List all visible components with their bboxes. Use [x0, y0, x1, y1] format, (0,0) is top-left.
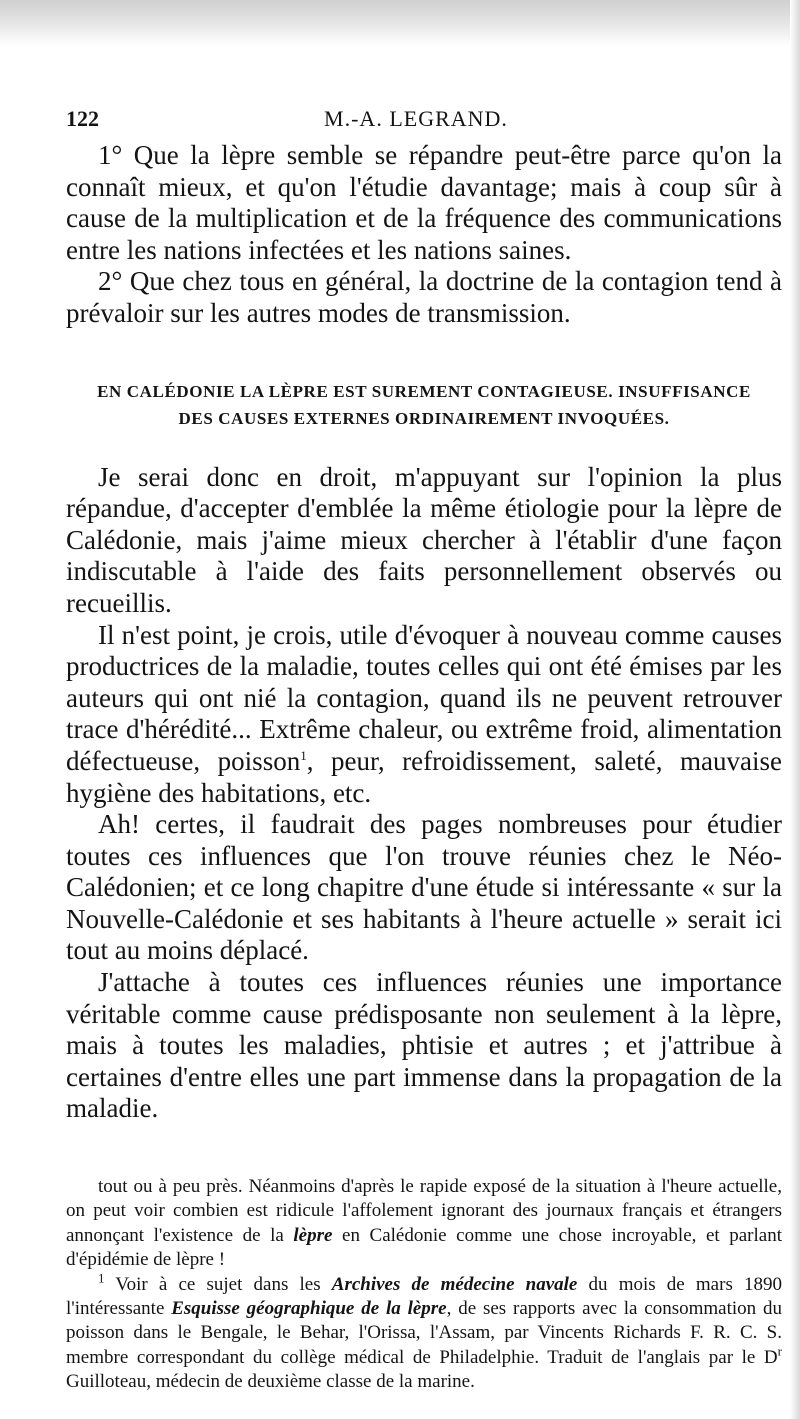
footnote-1-marker: 1 [98, 1270, 105, 1286]
page-top-shadow [0, 0, 800, 46]
paragraph-3: Ah! certes, il faudrait des pages nombreuses pour étudier toutes ces influences que l'on trouve réunies chez le Néo-Calédonien; et ce long chapitre d'une étude si intéressante « sur la Nouvelle-Calédonie et ses habitants à l'heure actuelle » serait ici tout au moins déplacé. [66, 809, 782, 966]
point-2: 2° Que chez tous en général, la doctrine de la contagion tend à prévaloir sur les autres modes de transmission. [66, 266, 782, 328]
section-heading [66, 378, 782, 432]
main-text [66, 462, 782, 1125]
footnote-continuation [66, 1175, 782, 1273]
paragraph-2-text-a: Il n'est point, je crois, utile d'évoquer à nouveau comme causes productrices de la maladie, toutes celles qui ont été émises par les auteurs qui ont nié la contagion, quand ils ne peuvent retrouver trace d'hérédité... Extrême chaleur, ou extrême froid, alimentation défectueuse, poisson [66, 619, 782, 776]
paragraph-4: J'attache à toutes ces influences réunies une importance véritable comme cause prédisposante non seulement à la lèpre, mais à toutes les maladies, phtisie et autres ; et j'attribue à certaines d'entre elles une part immense dans la propagation de la maladie. [66, 967, 782, 1124]
point-1: 1° Que la lèpre semble se répandre peut-être parce qu'on la connaît mieux, et qu'on l'étudie davantage; mais à coup sûr à cause de la multiplication et de la fréquence des communications entre les nations infectées et les nations saines. [66, 140, 782, 265]
footnote-1-text-d: Guilloteau, médecin de deuxième classe de la marine. [66, 1371, 475, 1393]
running-head-author: M.-A. LEGRAND. [324, 106, 508, 131]
footnote-1 [66, 1270, 782, 1395]
footnote-1-journal-title: Archives de médecine navale [331, 1273, 578, 1295]
footnote-continuation-italic: lèpre [293, 1224, 333, 1246]
running-head [66, 100, 766, 136]
paragraph-1: Je serai donc en droit, m'appuyant sur l'opinion la plus répandue, d'accepter d'emblée la même étiologie pour la lèpre de Calédonie, mais j'aime mieux chercher à l'établir d'une façon indiscutable à l'aide des faits personnellement observés ou recueillis. [66, 461, 782, 618]
footnote-continuation-text-a: tout ou à peu près. Néanmoins d'après le rapide exposé de la situation à l'heure actuelle, on peut voir combien est ridicule l'affolement ignorant des journaux français et étrangers annonçant l'existence de la [66, 1176, 782, 1246]
paragraph-2-text-b: , peur, refroidissement, saleté, mauvaise hygiène des habitations, etc. [66, 745, 783, 808]
footnote-1-doctor-abbrev: r [777, 1343, 782, 1359]
page-right-shadow [790, 0, 800, 1419]
section-heading-line-1: EN CALÉDONIE LA LÈPRE EST SUREMENT CONTAGIEUSE. INSUFFISANCE [97, 381, 751, 401]
footnote-1-article-title: Esquisse géographique de la lèpre [171, 1298, 447, 1320]
footnotes [66, 1175, 782, 1395]
footnote-1-text-a: Voir à ce sujet dans les [104, 1273, 332, 1295]
footnote-continuation-text-b: en Calédonie comme une chose incroyable, et parlant d'épidémie de lèpre ! [66, 1224, 783, 1271]
paragraph-2 [66, 620, 782, 810]
page-body [66, 140, 782, 1395]
page-number: 122 [66, 106, 99, 131]
section-heading-line-2: DES CAUSES EXTERNES ORDINAIREMENT INVOQUÉES. [178, 408, 670, 428]
footnote-1-text-b: du mois de mars 1890 l'intéressante [66, 1273, 782, 1320]
footnote-1-text-c: , de ses rapports avec la consommation du poisson dans le Bengale, le Behar, l'Orissa, l'Assam, par Vincents Richards F. R. C. S. membre correspondant du collège médical de Philadelphie. Traduit de l'anglais par le D [66, 1298, 782, 1368]
footnote-reference-1: 1 [300, 747, 307, 763]
